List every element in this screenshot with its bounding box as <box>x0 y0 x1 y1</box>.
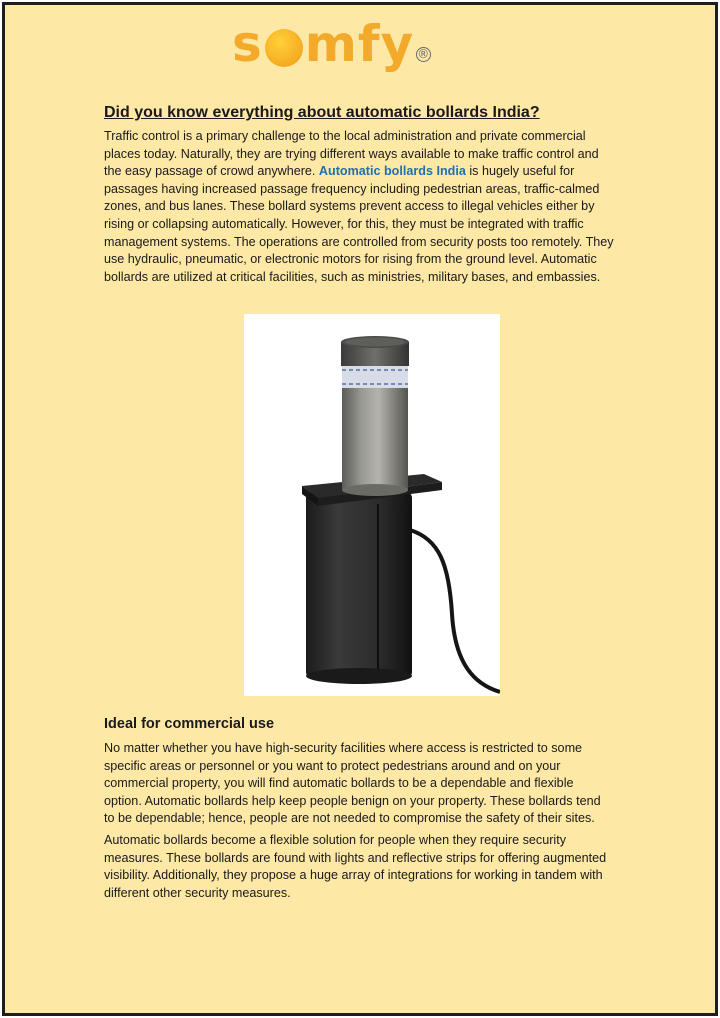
intro-text-start: Traffic control is a primary challenge to the local administration and private commercial places today. Naturally, they are trying different ways available to make traffic control and the easy passage of crowd anywhere. <box>104 129 599 179</box>
section-paragraph-2: Automatic bollards become a flexible solution for people when they require security measures. These bollards are found with lights and reflective strips for offering augmented visibility. Additionally, they propose a huge array of integrations for working in tandem with different other security measures. <box>104 832 607 900</box>
section-paragraph-1: No matter whether you have high-security facilities where access is restricted to some specific areas or personnel or you want to protect pedestrians around and on your commercial property, you will find automatic bollards to be a dependable and flexible option. Automatic bollards help keep people benign on your property. These bollards tend to be dependable; hence, people are not needed to compromise the safety of their sites. <box>104 741 601 826</box>
automatic-bollards-india-link[interactable]: Automatic bollards India <box>318 164 466 179</box>
bollard-housing <box>306 492 412 678</box>
logo-sun-icon <box>265 29 303 67</box>
somfy-logo <box>232 14 431 74</box>
section-heading: Ideal for commercial use <box>104 716 275 732</box>
registered-mark: ® <box>417 46 431 61</box>
power-cable <box>410 530 500 692</box>
article-title: Did you know everything about automatic bollards India? <box>104 104 540 121</box>
article-section-2 <box>104 716 614 906</box>
article-section-1 <box>104 100 614 290</box>
bollard-photo <box>244 314 500 696</box>
bollard-illustration <box>244 314 500 696</box>
logo-text-end: mfy <box>304 15 415 73</box>
intro-text-end: is hugely useful for passages having increased passage frequency including pedestrian areas, traffic-calmed zones, and bus lanes. These bollard systems prevent access to illegal vehicles either by rising or collapsing automatically. However, for this, they must be integrated with traffic management systems. The operations are controlled from security posts too remotely. They use hydraulic, pneumatic, or electronic motors for rising from the ground level. Automatic bollards are utilized at critical facilities, such as ministries, military bases, and embassies. <box>104 164 614 284</box>
intro-paragraph <box>104 128 614 286</box>
logo-text-start: s <box>232 15 263 73</box>
